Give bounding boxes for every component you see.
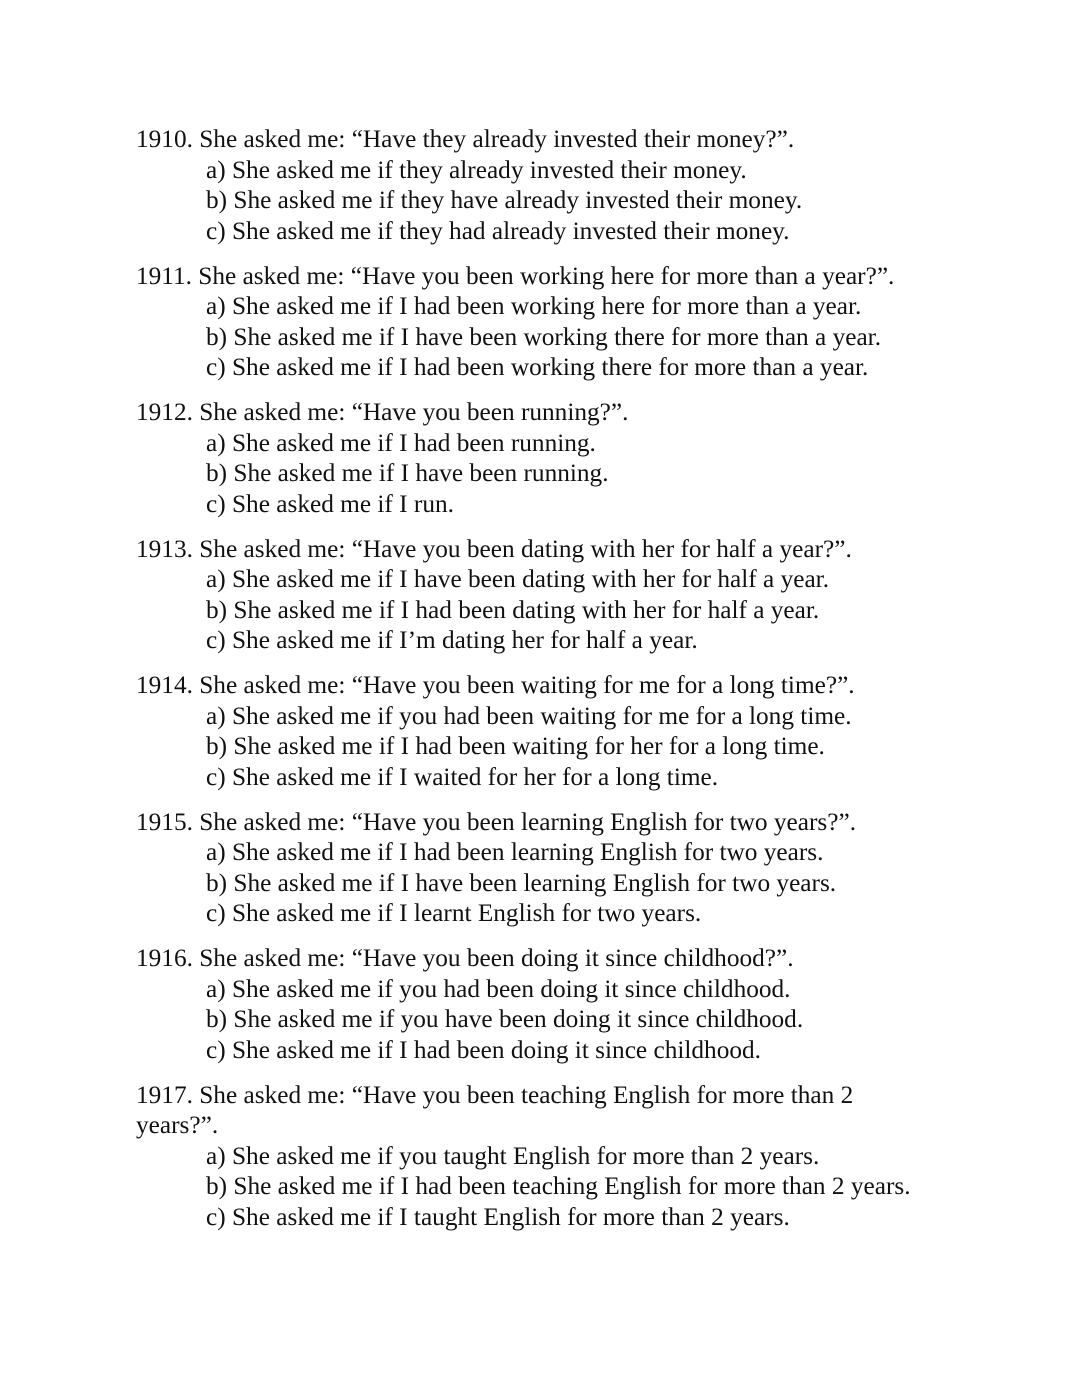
question-1910: [136, 124, 956, 246]
option-c: c) She asked me if I run.: [206, 489, 454, 518]
answer-options: [136, 974, 956, 1066]
question-1917: [136, 1080, 956, 1233]
option-a: a) She asked me if you had been doing it since childhood.: [206, 974, 791, 1003]
option-b: b) She asked me if I had been waiting for her for a long time.: [206, 732, 825, 760]
answer-options: [136, 1141, 956, 1233]
question-stem: 1916. She asked me: “Have you been doing it since childhood?”.: [136, 944, 794, 972]
option-b: b) She asked me if they have already invested their money.: [206, 186, 803, 214]
answer-options: [136, 837, 956, 929]
question-stem: 1911. She asked me: “Have you been working here for more than a year?”.: [136, 261, 895, 290]
question-stem: 1915. She asked me: “Have you been learning English for two years?”.: [136, 807, 857, 836]
question-1912: [136, 397, 956, 519]
question-1915: [136, 807, 956, 929]
question-1916: [136, 943, 956, 1065]
question-1913: [136, 534, 956, 656]
answer-options: [136, 701, 956, 793]
question-stem: 1913. She asked me: “Have you been dating with her for half a year?”.: [136, 534, 852, 563]
option-b: b) She asked me if I have been learning English for two years.: [206, 868, 837, 897]
answer-options: [136, 428, 956, 520]
option-b: b) She asked me if I have been working there for more than a year.: [206, 322, 882, 351]
option-c: c) She asked me if I had been doing it since childhood.: [206, 1035, 761, 1064]
option-c: c) She asked me if I’m dating her for half a year.: [206, 626, 698, 654]
option-c: c) She asked me if I had been working there for more than a year.: [206, 353, 869, 381]
option-b: b) She asked me if I had been dating with her for half a year.: [206, 595, 820, 624]
option-c: c) She asked me if I taught English for more than 2 years.: [206, 1202, 790, 1231]
option-a: a) She asked me if I had been learning English for two years.: [206, 838, 824, 866]
option-c: c) She asked me if they had already invested their money.: [206, 216, 790, 245]
option-a: a) She asked me if I have been dating with her for half a year.: [206, 565, 830, 593]
question-stem: 1914. She asked me: “Have you been waiting for me for a long time?”.: [136, 671, 855, 699]
option-a: a) She asked me if you taught English for more than 2 years.: [206, 1141, 820, 1170]
option-b: b) She asked me if you have been doing it since childhood.: [206, 1005, 804, 1033]
question-1911: [136, 261, 956, 383]
option-b: b) She asked me if I have been running.: [206, 459, 609, 487]
document-page: [136, 124, 956, 1247]
answer-options: [136, 155, 956, 247]
option-c: c) She asked me if I learnt English for two years.: [206, 899, 702, 927]
option-a: a) She asked me if I had been running.: [206, 428, 596, 457]
question-stem: 1917. She asked me: “Have you been teaching English for more than 2 years?”.: [136, 1080, 854, 1139]
option-b: b) She asked me if I had been teaching English for more than 2 years.: [206, 1172, 911, 1200]
question-stem: 1912. She asked me: “Have you been running?”.: [136, 398, 629, 426]
question-1914: [136, 670, 956, 792]
option-c: c) She asked me if I waited for her for a long time.: [206, 762, 719, 791]
option-a: a) She asked me if they already invested their money.: [206, 155, 747, 184]
option-a: a) She asked me if I had been working here for more than a year.: [206, 292, 862, 320]
answer-options: [136, 291, 956, 383]
answer-options: [136, 564, 956, 656]
option-a: a) She asked me if you had been waiting for me for a long time.: [206, 701, 852, 730]
question-stem: 1910. She asked me: “Have they already invested their money?”.: [136, 125, 795, 153]
